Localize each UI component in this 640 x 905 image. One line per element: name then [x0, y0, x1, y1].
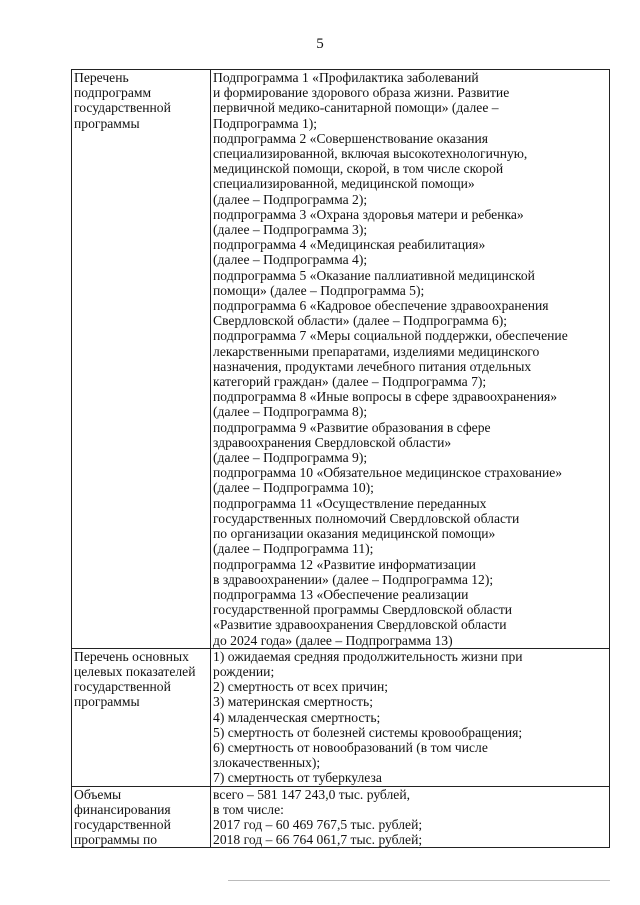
- value-line: 2018 год – 66 764 061,7 тыс. рублей;: [213, 832, 423, 848]
- label-line: подпрограмм: [74, 85, 152, 101]
- value-line: до 2024 года» (далее – Подпрограмма 13): [213, 632, 453, 648]
- value-line: (далее – Подпрограмма 8);: [213, 404, 368, 420]
- value-line: и формирование здорового образа жизни. Развитие: [213, 85, 510, 101]
- value-line: 2) смертность от всех причин;: [213, 679, 389, 695]
- label-line: программы по: [74, 832, 158, 848]
- table-row: [72, 648, 610, 786]
- value-line: подпрограмма 10 «Обязательное медицинское страхование»: [213, 465, 563, 481]
- value-line: 3) материнская смертность;: [213, 694, 373, 710]
- value-line: (далее – Подпрограмма 9);: [213, 450, 368, 466]
- value-line: (далее – Подпрограмма 11);: [213, 541, 374, 557]
- row-label-cell: [72, 648, 211, 786]
- value-line: подпрограмма 2 «Совершенствование оказания: [213, 130, 489, 146]
- value-line: подпрограмма 5 «Оказание паллиативной медицинской: [213, 267, 535, 283]
- row-value-cell: [211, 786, 610, 848]
- label-line: Перечень основных: [74, 648, 189, 664]
- value-line: подпрограмма 9 «Развитие образования в сфере: [213, 419, 491, 435]
- value-line: (далее – Подпрограмма 3);: [213, 222, 368, 238]
- label-line: государственной: [74, 816, 171, 832]
- row-label-cell: [72, 786, 211, 848]
- table-row: [72, 786, 610, 848]
- label-line: финансирования: [74, 801, 171, 817]
- value-line: подпрограмма 3 «Охрана здоровья матери и ребенка»: [213, 206, 524, 222]
- value-line: 7) смертность от туберкулеза: [213, 770, 382, 786]
- value-line: специализированной, включая высокотехнологичную,: [213, 146, 528, 162]
- label-line: государственной: [74, 679, 171, 695]
- value-line: подпрограмма 13 «Обеспечение реализации: [213, 586, 469, 602]
- value-line: 4) младенческая смертность;: [213, 709, 381, 725]
- value-line: в том числе:: [213, 801, 284, 817]
- value-line: Подпрограмма 1);: [213, 115, 318, 131]
- value-line: Свердловской области» (далее – Подпрограмма 6);: [213, 313, 508, 329]
- value-line: (далее – Подпрограмма 4);: [213, 252, 368, 268]
- value-line: помощи» (далее – Подпрограмма 5);: [213, 282, 425, 298]
- value-line: лекарственными препаратами, изделиями медицинского: [213, 343, 540, 359]
- value-line: Подпрограмма 1 «Профилактика заболеваний: [213, 70, 479, 85]
- value-line: государственных полномочий Свердловской области: [213, 510, 520, 526]
- value-line: медицинской помощи, скорой, в том числе скорой: [213, 161, 504, 177]
- label-line: Перечень: [74, 70, 129, 85]
- value-line: злокачественных);: [213, 755, 321, 771]
- value-line: всего – 581 147 243,0 тыс. рублей,: [213, 786, 411, 802]
- value-line: 2017 год – 60 469 767,5 тыс. рублей;: [213, 816, 423, 832]
- value-line: подпрограмма 8 «Иные вопросы в сфере здравоохранения»: [213, 389, 558, 405]
- page-number: 5: [316, 36, 324, 52]
- label-line: государственной: [74, 100, 171, 116]
- row-label-cell: [72, 70, 211, 649]
- value-line: (далее – Подпрограмма 2);: [213, 191, 368, 207]
- passport-table: [71, 69, 610, 848]
- value-line: подпрограмма 7 «Меры социальной поддержки, обеспечение: [213, 328, 568, 344]
- value-line: 5) смертность от болезней системы кровообращения;: [213, 724, 523, 740]
- table-row: [72, 70, 610, 649]
- value-line: государственной программы Свердловской области: [213, 602, 513, 618]
- value-line: по организации оказания медицинской помощи»: [213, 526, 496, 542]
- value-line: назначения, продуктами лечебного питания отдельных: [213, 358, 532, 374]
- value-line: рождении;: [213, 663, 275, 679]
- value-line: специализированной, медицинской помощи»: [213, 176, 475, 192]
- value-line: здравоохранения Свердловской области»: [213, 434, 452, 450]
- row-value-cell: [211, 70, 610, 649]
- label-line: программы: [74, 694, 140, 710]
- value-line: 6) смертность от новообразований (в том числе: [213, 739, 488, 755]
- value-line: подпрограмма 12 «Развитие информатизации: [213, 556, 476, 572]
- value-line: подпрограмма 11 «Осуществление переданных: [213, 495, 487, 511]
- value-line: «Развитие здравоохранения Свердловской области: [213, 617, 507, 633]
- label-line: программы: [74, 115, 140, 131]
- label-line: Объемы: [74, 786, 122, 802]
- value-line: категорий граждан» (далее – Подпрограмма 7);: [213, 374, 487, 390]
- bottom-scan-edge: [228, 880, 610, 881]
- value-line: в здравоохранении» (далее – Подпрограмма 12);: [213, 571, 494, 587]
- value-line: (далее – Подпрограмма 10);: [213, 480, 374, 496]
- value-line: 1) ожидаемая средняя продолжительность жизни при: [213, 648, 523, 664]
- value-line: подпрограмма 6 «Кадровое обеспечение здравоохранения: [213, 298, 549, 314]
- value-line: подпрограмма 4 «Медицинская реабилитация»: [213, 237, 486, 253]
- row-value-cell: [211, 648, 610, 786]
- value-line: первичной медико-санитарной помощи» (далее –: [213, 100, 499, 116]
- label-line: целевых показателей: [74, 663, 196, 679]
